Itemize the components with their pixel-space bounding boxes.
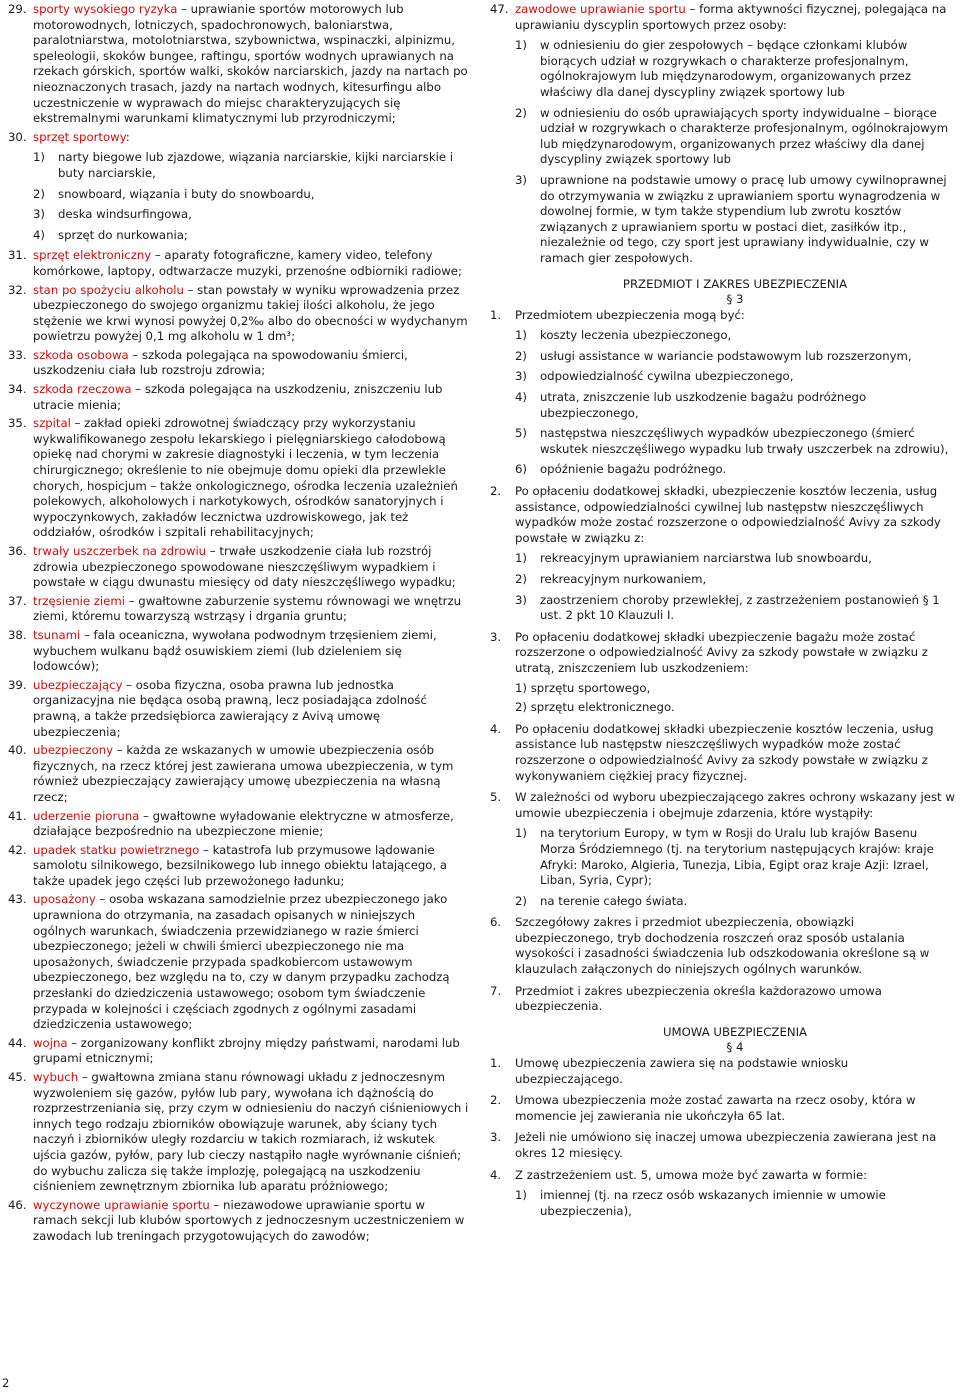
definition-body bbox=[33, 594, 471, 625]
definition-text: – uprawianie sportów motorowych lub motorowodnych, lotniczych, spadochronowych, baloniarstwa, paralotniarstwa, motolotniarstwa, szybownictwa, wspinaczki, alpinizmu, speleologii, skoków bungee, raftingu, sportów wodnych uprawianych na rzekach górskich, sportów walki, skoków narciarskich, jazdy na nartach po nieoznaczonych trasach, jazdy na nartach wodnych, kitesurfingu albo uczestniczenie w wyprawach do miejsc charakteryzujących się ekstremalnymi warunkami klimatycznymi lub przyrodniczymi; bbox=[33, 2, 468, 126]
definition-item bbox=[8, 892, 471, 1032]
sub-item-number: 3) bbox=[515, 369, 527, 384]
sub-item-text: zaostrzeniem choroby przewlekłej, z zastrzeżeniem postanowień § 1 ust. 2 pkt 10 Klauzuli I. bbox=[540, 592, 940, 623]
sub-item-number: 1) bbox=[515, 826, 527, 841]
definition-number: 32. bbox=[8, 282, 27, 297]
definition-number: 37. bbox=[8, 593, 27, 608]
paragraph-number: 2. bbox=[490, 484, 502, 499]
definition-text: : bbox=[125, 129, 130, 144]
definition-number: 44. bbox=[8, 1035, 27, 1050]
paragraph-number: 3. bbox=[490, 629, 502, 644]
definition-body bbox=[33, 892, 471, 1032]
definition-body bbox=[33, 628, 471, 675]
definition-text: – osoba fizyczna, osoba prawna lub jednostka organizacyjna nie będąca osobą prawną, lecz posiadająca zdolność prawną, a także przedsiębiorca zawierający z Avivą umowę ubezpieczenia; bbox=[33, 677, 427, 739]
paragraph-number: 4. bbox=[490, 1167, 502, 1182]
sub-item bbox=[515, 106, 955, 168]
definition-body bbox=[33, 283, 471, 345]
definition-text: – forma aktywności fizycznej, polegająca na uprawianiu dyscyplin sportowych przez osoby: bbox=[515, 2, 947, 32]
definition-number: 30. bbox=[8, 129, 27, 144]
sub-item-number: 2) bbox=[33, 186, 45, 201]
paragraph-text: Po opłaceniu dodatkowej składki ubezpieczenie kosztów leczenia, usług assistance lub następstw nieszczęśliwych wypadków może zostać rozszerzone o odpowiedzialność Avivy za szkody powstałe w związku z wykonywaniem ciężkiej pracy fizycznej. bbox=[515, 721, 934, 783]
definition-text: – osoba wskazana samodzielnie przez ubezpieczonego jako uprawniona do otrzymania, na zasadach opisanych w niniejszych ogólnych warunkach, świadczenia przewidzianego w razie śmierci ubezpieczonego; jeżeli w chwili śmierci ubezpieczonego nie ma uposażonych, świadczenie przypada spadkobiercom ustawowym ubezpieczonego, bez względu na to, czy w danym przypadku zachodzą przesłanki do dziedziczenia ustawowego; osobom tym świadczenie przypada w kolejności i częściach zgodnych z ogólnymi zasadami dziedziczenia ustawowego; bbox=[33, 892, 450, 1032]
definition-text: – niezawodowe uprawianie sportu w ramach sekcji lub klubów sportowych z jednoczesnym uczestniczeniem w zawodach lub treningach przygotowujących do zawodów; bbox=[33, 1197, 465, 1243]
definition-text: – katastrofa lub przymusowe lądowanie samolotu silnikowego, bezsilnikowego lub innego obiektu latającego, a także upadek jego części lub przewożonego ładunku; bbox=[33, 842, 448, 888]
sub-item-text: narty biegowe lub zjazdowe, wiązania narciarskie, kijki narciarskie i buty narciarskie, bbox=[58, 150, 453, 180]
paragraph-number: 4. bbox=[490, 721, 502, 736]
definition-text: – zakład opieki zdrowotnej świadczący przy wykorzystaniu wykwalifikowanego zespołu lekarskiego i pielęgniarskiego całodobową opiekę nad chorymi w zakresie diagnostyki i leczenia, w tym leczenia chirurgicznego; określenie to nie obejmuje domu opieki dla przewlekle chorych, hospicjum – także onkologicznego, ośrodka leczenia uzależnień polekowych, alkoholowych i narkotykowych, ośrodków sanatoryjnych i wypoczynkowych, zakładów lecznictwa uzdrowiskowego, jak też oddziałów, ośrodków i szpitali rehabilitacyjnych; bbox=[33, 416, 458, 540]
sub-item-text: utrata, zniszczenie lub uszkodzenie bagażu podróżnego ubezpieczonego, bbox=[540, 390, 867, 420]
numbered-paragraph bbox=[490, 984, 955, 1015]
paragraph-number: 1. bbox=[490, 1056, 502, 1071]
definition-text: – aparaty fotograficzne, kamery video, telefony komórkowe, laptopy, odtwarzacze muzyki, przenośne odbiorniki radiowe; bbox=[33, 248, 462, 278]
paragraph-text: Po opłaceniu dodatkowej składki, ubezpieczenie kosztów leczenia, usług assistance, odpowiedzialności cywilnej lub następstw nieszczęśliwych wypadków może zostać rozszerzone o odpowiedzialność Avivy za szkody powstałe w związku z: bbox=[515, 484, 941, 545]
definition-text: – gwałtowne zaburzenie systemu równowagi we wnętrzu ziemi, któremu towarzyszą wstrząsy i drgania gruntu; bbox=[33, 593, 462, 624]
paragraph-text: Umowę ubezpieczenia zawiera się na podstawie wniosku ubezpieczającego. bbox=[515, 1056, 849, 1086]
definition-body bbox=[33, 382, 471, 413]
definition-body bbox=[33, 678, 471, 740]
definition-term: ubezpieczający bbox=[33, 677, 123, 692]
sub-item-text: rekreacyjnym nurkowaniem, bbox=[540, 572, 707, 586]
definition-number: 45. bbox=[8, 1070, 27, 1084]
sub-item bbox=[515, 572, 955, 588]
definition-term: sprzęt sportowy bbox=[33, 129, 126, 144]
definition-number: 31. bbox=[8, 248, 27, 263]
definition-number: 47. bbox=[490, 2, 509, 16]
definition-item bbox=[8, 1070, 471, 1195]
sub-item bbox=[33, 187, 471, 203]
definition-term: szkoda rzeczowa bbox=[33, 382, 132, 397]
paragraph-text: Szczegółowy zakres i przedmiot ubezpieczenia, obowiązki ubezpieczonego, tryb dochodzenia roszczeń oraz sposób ustalania wysokości i zasadności świadczenia lub odszkodowania określone są w klauzulach załączonych do niniejszych ogólnych warunków. bbox=[515, 915, 930, 977]
definition-item bbox=[8, 130, 471, 244]
definition-number: 35. bbox=[8, 416, 27, 431]
definition-item bbox=[8, 1036, 471, 1067]
definition-term: wyczynowe uprawianie sportu bbox=[33, 1197, 210, 1212]
numbered-paragraph bbox=[490, 1093, 955, 1124]
definition-term: szkoda osobowa bbox=[33, 347, 129, 362]
definition-body bbox=[515, 2, 955, 33]
sub-item bbox=[515, 551, 955, 567]
definition-item bbox=[490, 2, 955, 267]
definition-body bbox=[33, 809, 471, 840]
definition-term: tsunami bbox=[33, 627, 81, 642]
definition-body bbox=[33, 843, 471, 890]
sub-item-text: imiennej (tj. na rzecz osób wskazanych imiennie w umowie ubezpieczenia), bbox=[540, 1188, 886, 1218]
paragraph-number: 5. bbox=[490, 790, 502, 805]
section-number: § 3 bbox=[726, 292, 744, 307]
paragraph-text: Jeżeli nie umówiono się inaczej umowa ubezpieczenia zawierana jest na okres 12 miesięcy. bbox=[515, 1130, 937, 1160]
definition-body bbox=[33, 1198, 471, 1245]
definition-term: szpital bbox=[33, 416, 71, 431]
definition-term: wojna bbox=[33, 1035, 68, 1050]
definition-item bbox=[8, 743, 471, 805]
definition-number: 34. bbox=[8, 382, 27, 397]
definition-number: 39. bbox=[8, 677, 27, 692]
paragraph-text: Przedmiotem ubezpieczenia mogą być: bbox=[515, 307, 745, 322]
definition-number: 46. bbox=[8, 1197, 27, 1212]
sub-item bbox=[33, 150, 471, 181]
numbered-paragraph bbox=[490, 308, 955, 478]
sub-item-number: 1) bbox=[515, 38, 527, 53]
definition-text: – szkoda polegająca na uszkodzeniu, zniszczeniu lub utracie mienia; bbox=[33, 382, 443, 412]
sub-item-text: uprawnione na podstawie umowy o pracę lub umowy cywilnoprawnej do otrzymywania w związku z uprawianiem sportu wynagrodzenia w dowolnej formie, w tym także stypendium lub zwrotu kosztów związanych z uprawianiem sportu w postaci diet, zasiłków itp., niezależnie od tego, czy sport jest uprawiany indywidualnie, czy w ramach gier zespołowych. bbox=[540, 172, 947, 265]
definition-item bbox=[8, 678, 471, 740]
definition-body bbox=[33, 1036, 471, 1067]
definition-term: uposażony bbox=[33, 892, 96, 907]
definition-text: – każda ze wskazanych w umowie ubezpieczenia osób fizycznych, na rzecz której jest zawierana umowa ubezpieczenia, w tym również ubezpieczający zawierający umowę ubezpieczenia na własną rzecz; bbox=[33, 743, 454, 804]
sub-item-text: usługi assistance w wariancie podstawowym lub rozszerzonym, bbox=[540, 348, 912, 363]
sub-item bbox=[515, 369, 955, 385]
numbered-paragraph bbox=[490, 722, 955, 784]
definition-body bbox=[33, 1070, 471, 1195]
sub-item bbox=[515, 328, 955, 344]
definition-number: 38. bbox=[8, 627, 27, 642]
definition-text: – trwałe uszkodzenie ciała lub rozstrój zdrowia ubezpieczonego spowodowane nieszczęśliwym wypadkiem i powstałe w ciągu dwunastu miesięcy od daty nieszczęśliwego wypadku; bbox=[33, 544, 456, 590]
definition-item bbox=[8, 628, 471, 675]
paragraph-text: Z zastrzeżeniem ust. 5, umowa może być zawarta w formie: bbox=[515, 1167, 868, 1182]
sub-item-text: następstwa nieszczęśliwych wypadków ubezpieczonego (śmierć wskutek nieszczęśliwego wypadku lub trwały uszczerbek na zdrowiu), bbox=[540, 426, 949, 456]
page-number: 2 bbox=[2, 1376, 10, 1390]
definition-term: trzęsienie ziemi bbox=[33, 593, 126, 608]
sub-item bbox=[515, 826, 955, 888]
sub-item-number: 1) bbox=[33, 150, 45, 165]
sub-item bbox=[515, 894, 955, 910]
definition-number: 36. bbox=[8, 544, 27, 558]
sub-item-number: 1) bbox=[515, 1188, 527, 1203]
definition-text: – zorganizowany konflikt zbrojny między państwami, narodami lub grupami etnicznymi; bbox=[33, 1035, 460, 1066]
definition-item bbox=[8, 594, 471, 625]
sub-item-number: 3) bbox=[515, 172, 527, 187]
sub-item-text: snowboard, wiązania i buty do snowboardu, bbox=[58, 186, 315, 201]
definition-term: wybuch bbox=[33, 1070, 79, 1084]
definition-term: sprzęt elektroniczny bbox=[33, 248, 152, 263]
sub-item bbox=[33, 207, 471, 223]
sub-item-number: 2) bbox=[515, 105, 527, 120]
sub-item bbox=[515, 349, 955, 365]
section-heading bbox=[490, 1025, 955, 1056]
sub-item-number: 4) bbox=[33, 227, 45, 242]
definition-text: – fala oceaniczna, wywołana podwodnym trzęsieniem ziemi, wybuchem wulkanu bądź osuwiskiem ziemi (lub dzieleniem się lodowców); bbox=[33, 627, 437, 674]
definition-text: – gwałtowna zmiana stanu równowagi układu z jednoczesnym wyzwoleniem się gazów, pyłów lub pary, wywołana ich dążnością do rozprzestrzeniania się, przy czym w odniesieniu do naczyń ciśnieniowych i innych tego rodzaju zbiorników obowiązuje warunek, aby ściany tych naczyń i zbiorników uległy rozdarciu w takich rozmiarach, iż wskutek ujścia gazów, pyłów, pary lub cieczy nastąpiło nagłe wyrównanie ciśnień; do wybuchu zalicza się także implozję, polegającą na uszkodzeniu ciśnieniem zewnętrznym zbiornika lub aparatu próżniowego; bbox=[33, 1070, 469, 1194]
numbered-paragraph bbox=[490, 484, 955, 624]
sub-item bbox=[33, 228, 471, 244]
definition-number: 29. bbox=[8, 2, 27, 16]
definition-body bbox=[33, 248, 471, 279]
paragraph-number: 1. bbox=[490, 307, 502, 322]
definition-number: 43. bbox=[8, 892, 27, 907]
definition-text: – stan powstały w wyniku wprowadzenia przez ubezpieczonego do swojego organizmu takiej ilości alkoholu, że jego stężenie we krwi wynosi powyżej 0,2‰ albo do obecności w wydychanym powietrzu powyżej 0,1 mg alkoholu w 1 dm³; bbox=[33, 282, 468, 344]
section-title: UMOWA UBEZPIECZENIA bbox=[662, 1024, 808, 1039]
definition-body bbox=[33, 2, 471, 127]
definition-item bbox=[8, 348, 471, 379]
definition-body bbox=[33, 348, 471, 379]
section-heading bbox=[490, 277, 955, 308]
sub-item-plain: 1) sprzętu sportowego, bbox=[515, 680, 651, 695]
sub-item bbox=[515, 1188, 955, 1219]
numbered-paragraph bbox=[490, 790, 955, 909]
numbered-paragraph bbox=[490, 1056, 955, 1087]
paragraph-number: 7. bbox=[490, 983, 502, 998]
sub-item bbox=[515, 173, 955, 267]
definition-body bbox=[33, 130, 471, 146]
paragraph-number: 6. bbox=[490, 915, 502, 930]
sub-item-number: 4) bbox=[515, 390, 527, 405]
definition-item bbox=[8, 416, 471, 541]
definition-number: 42. bbox=[8, 842, 27, 857]
definition-item bbox=[8, 843, 471, 890]
definition-item bbox=[8, 1198, 471, 1245]
sub-item-text: opóźnienie bagażu podróżnego. bbox=[540, 462, 727, 477]
sub-item-text: rekreacyjnym uprawianiem narciarstwa lub snowboardu, bbox=[540, 551, 872, 566]
sub-item-text: koszty leczenia ubezpieczonego, bbox=[540, 328, 732, 343]
sub-item-number: 3) bbox=[515, 592, 527, 607]
definition-term: uderzenie pioruna bbox=[33, 808, 140, 823]
sub-item bbox=[515, 426, 955, 457]
definition-term: upadek statku powietrznego bbox=[33, 842, 200, 857]
sub-item bbox=[515, 390, 955, 421]
sub-item-number: 1) bbox=[515, 328, 527, 343]
definition-term: trwały uszczerbek na zdrowiu bbox=[33, 544, 207, 558]
sub-item-text: w odniesieniu do gier zespołowych – będące członkami klubów biorących udział w rozgrywkach o charakterze profesjonalnym, ogólnokrajowym lub międzynarodowym, organizowanych przez właściwy dla danej dyscypliny związek sportowy lub bbox=[540, 38, 911, 99]
definition-body bbox=[33, 743, 471, 805]
sub-item-number: 2) bbox=[515, 348, 527, 363]
numbered-paragraph bbox=[490, 630, 955, 716]
numbered-paragraph bbox=[490, 1168, 955, 1220]
sub-item-number: 5) bbox=[515, 426, 527, 441]
numbered-paragraph bbox=[490, 1130, 955, 1161]
sub-item-text: na terenie całego świata. bbox=[540, 893, 688, 908]
definition-item bbox=[8, 248, 471, 279]
definition-term: ubezpieczony bbox=[33, 743, 114, 758]
sub-item-text: na terytorium Europy, w tym w Rosji do Uralu lub krajów Basenu Morza Śródziemnego (tj. na terytorium następujących krajów: kraje Afryki: Maroko, Algieria, Tunezja, Libia, Egipt oraz kraje Azji: Izrael, Liban, Syria, Cypr); bbox=[540, 826, 934, 888]
sub-item-number: 2) bbox=[515, 572, 527, 586]
sub-item-number: 2) bbox=[515, 893, 527, 908]
definition-number: 40. bbox=[8, 743, 27, 758]
definition-term: stan po spożyciu alkoholu bbox=[33, 282, 184, 297]
definition-number: 33. bbox=[8, 347, 27, 362]
definition-item bbox=[8, 809, 471, 840]
definition-text: – szkoda polegająca na spowodowaniu śmierci, uszkodzeniu ciała lub rozstroju zdrowia; bbox=[33, 347, 408, 378]
sub-item-text: sprzęt do nurkowania; bbox=[58, 227, 188, 242]
right-column bbox=[490, 2, 955, 1225]
sub-item-text: odpowiedzialność cywilna ubezpieczonego, bbox=[540, 369, 794, 384]
definition-term: zawodowe uprawianie sportu bbox=[515, 2, 686, 16]
sub-item bbox=[515, 593, 955, 624]
definition-number: 41. bbox=[8, 808, 27, 823]
definition-item bbox=[8, 2, 471, 127]
numbered-paragraph bbox=[490, 915, 955, 977]
paragraph-text: Umowa ubezpieczenia może zostać zawarta na rzecz osoby, która w momencie jej zawierania nie ukończyła 65 lat. bbox=[515, 1093, 916, 1123]
paragraph-text: Przedmiot i zakres ubezpieczenia określa każdorazowo umowa ubezpieczenia. bbox=[515, 983, 882, 1014]
sub-item-number: 3) bbox=[33, 207, 45, 222]
paragraph-number: 2. bbox=[490, 1093, 502, 1108]
definition-term: sporty wysokiego ryzyka bbox=[33, 2, 178, 16]
left-column bbox=[8, 2, 471, 1248]
sub-item-number: 6) bbox=[515, 462, 527, 477]
sub-item-text: w odniesieniu do osób uprawiających sporty indywidualne – biorące udział w rozgrywkach o charakterze profesjonalnym, ogólnokrajowym lub międzynarodowym, organizowanych przez właściwy dla danej dyscypliny związek sportowy lub bbox=[540, 105, 949, 167]
sub-item-text: deska windsurfingowa, bbox=[58, 207, 192, 222]
definition-item bbox=[8, 544, 471, 591]
paragraph-text: W zależności od wyboru ubezpieczającego zakres ochrony wskazany jest w umowie ubezpieczenia i obejmuje zdarzenia, które wystąpiły: bbox=[515, 790, 955, 820]
definition-text: – gwałtowne wyładowanie elektryczne w atmosferze, działające bezpośrednio na ubezpieczone mienie; bbox=[33, 808, 454, 839]
sub-item-plain: 2) sprzętu elektronicznego. bbox=[515, 700, 675, 715]
sub-item bbox=[515, 462, 955, 478]
section-title: PRZEDMIOT I ZAKRES UBEZPIECZENIA bbox=[622, 276, 848, 291]
definition-item bbox=[8, 283, 471, 345]
definition-item bbox=[8, 382, 471, 413]
paragraph-number: 3. bbox=[490, 1130, 502, 1145]
section-number: § 4 bbox=[726, 1040, 744, 1055]
definition-body bbox=[33, 416, 471, 541]
definition-body bbox=[33, 544, 471, 591]
sub-item-number: 1) bbox=[515, 551, 527, 566]
paragraph-text: Po opłaceniu dodatkowej składki ubezpieczenie bagażu może zostać rozszerzone o odpowiedzialność Avivy za szkody powstałe w związku z utratą, zniszczeniem lub uszkodzeniem: bbox=[515, 629, 928, 675]
sub-item bbox=[515, 38, 955, 100]
